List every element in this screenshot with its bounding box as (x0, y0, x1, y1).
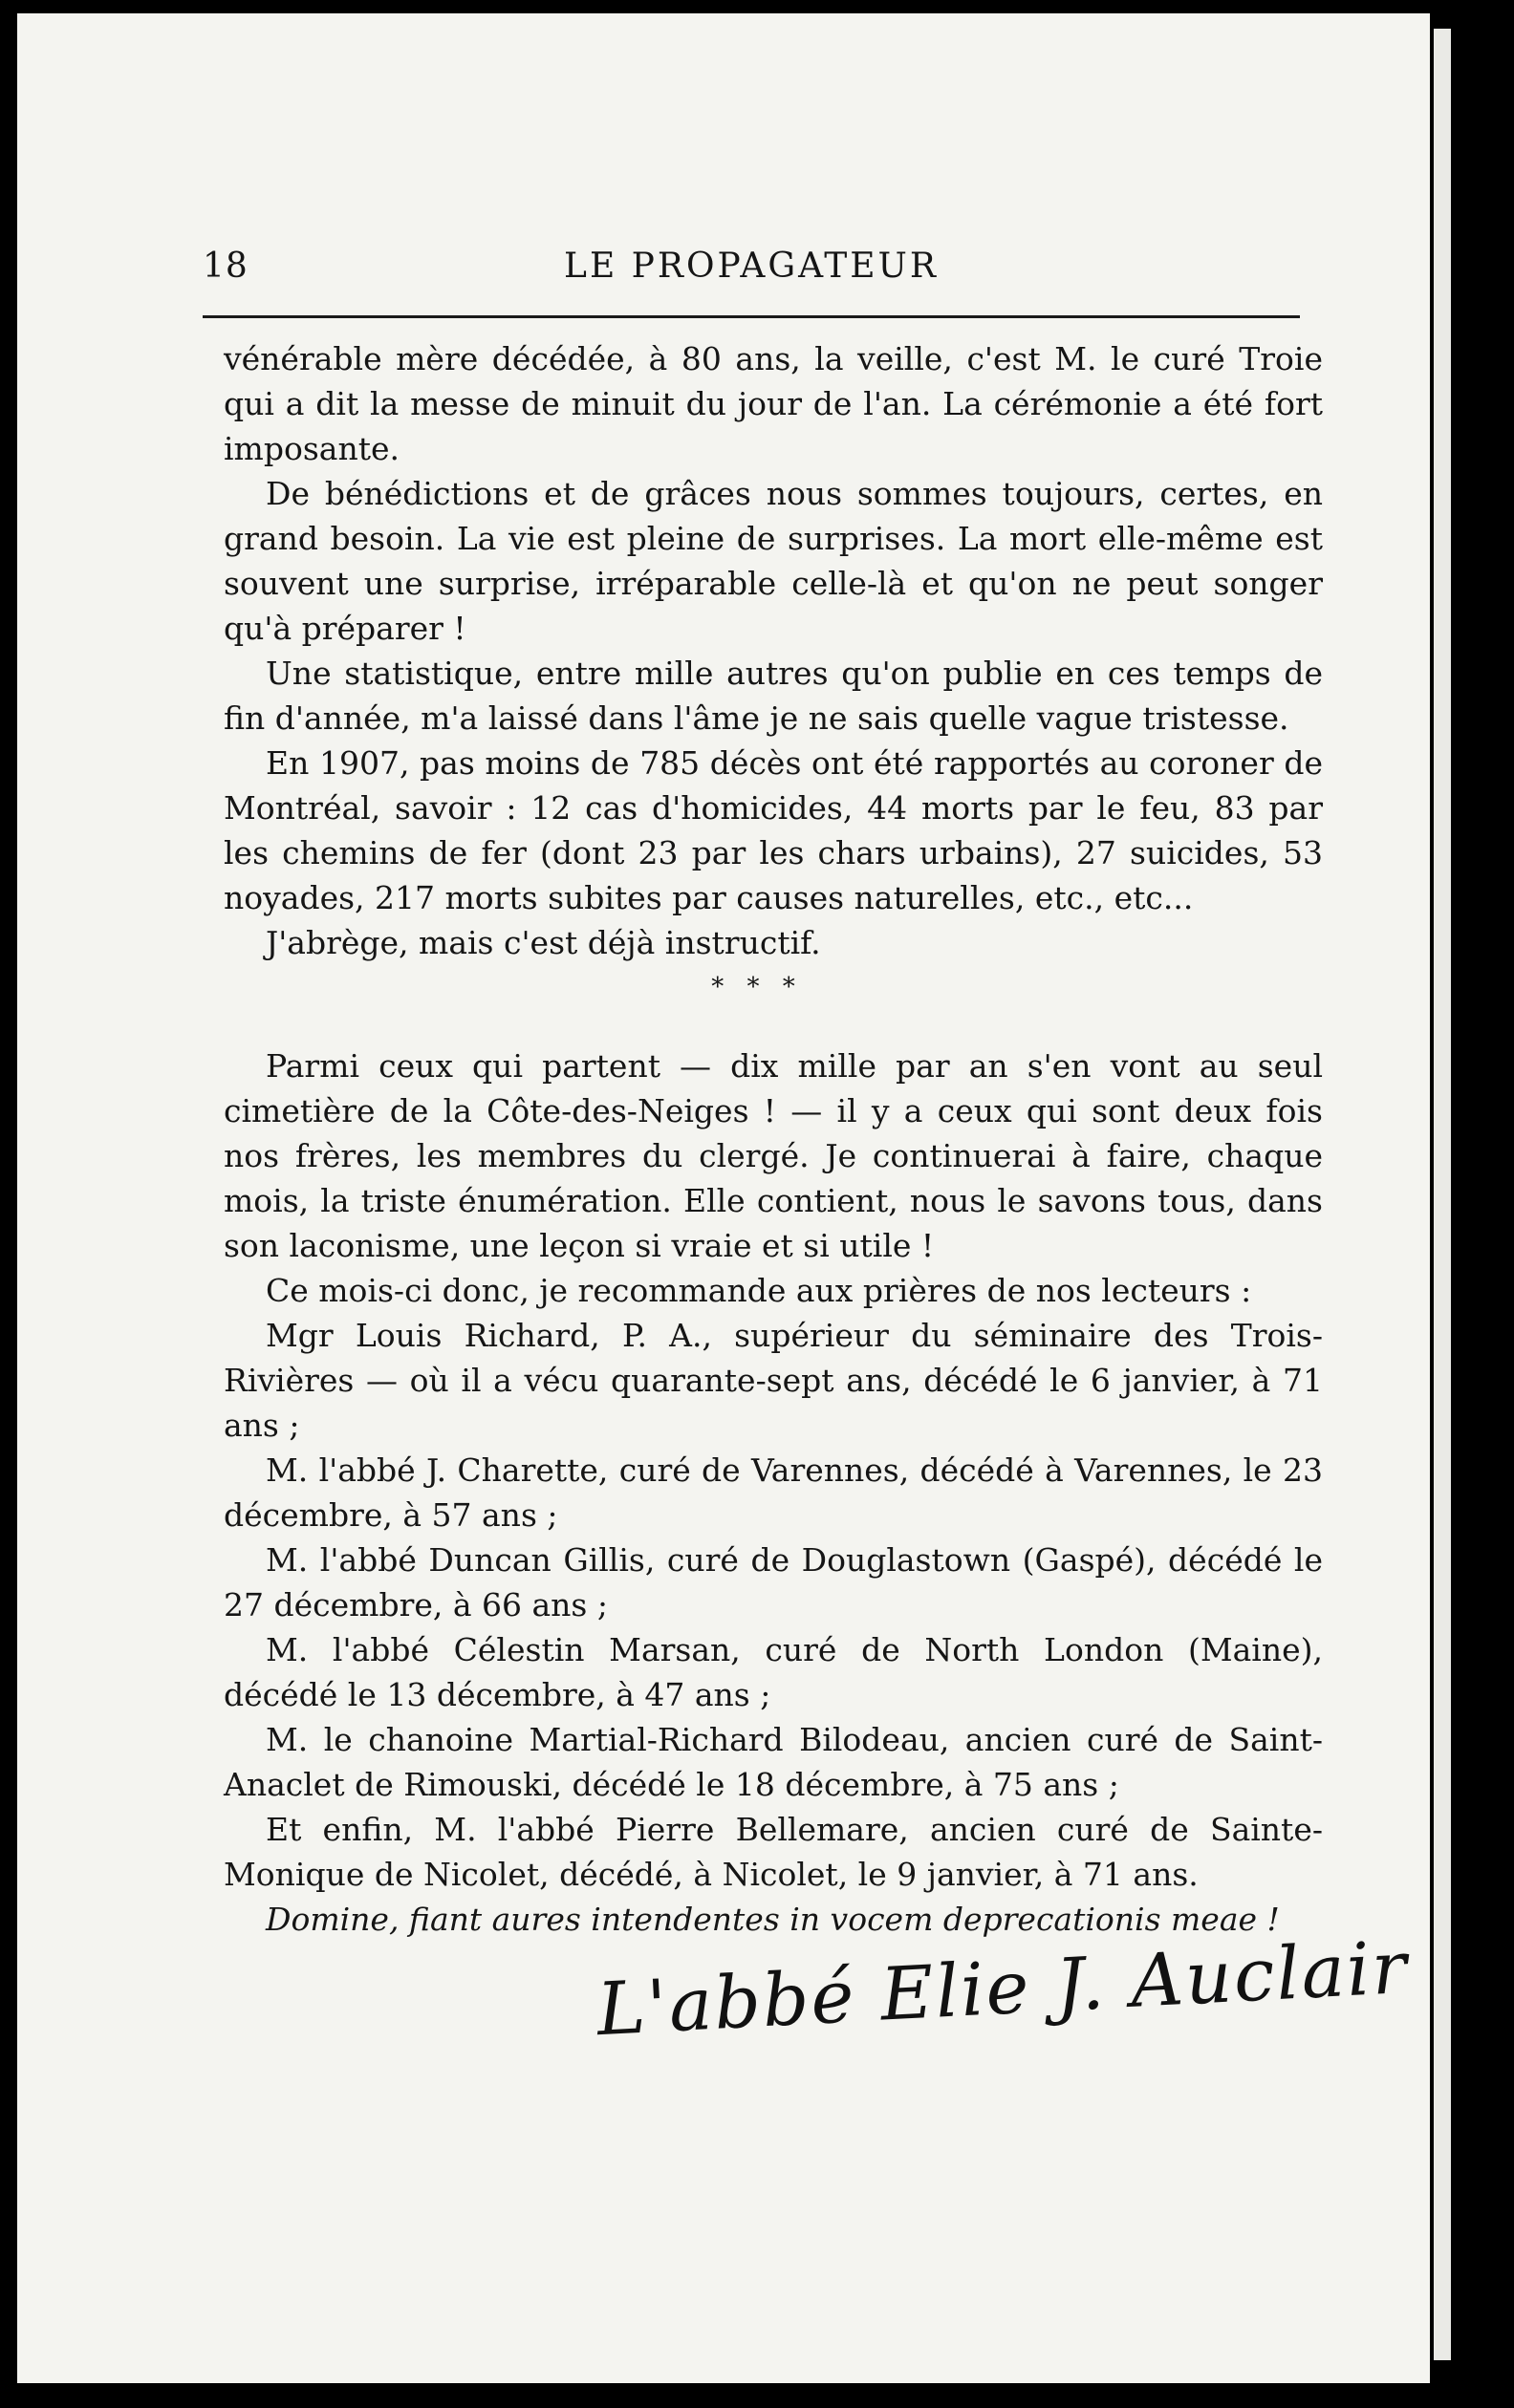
obituary-entry: M. l'abbé J. Charette, curé de Varennes, décédé à Varennes, le 23 décembre, à 57 ans ; (224, 1451, 1323, 1534)
page-header (203, 247, 1300, 294)
paragraph: De bénédictions et de grâces nous sommes toujours, certes, en grand besoin. La vie est pleine de surprises. La mort elle-même est souvent une surprise, irréparable celle-là et qu'on ne peut songer qu'à préparer ! (224, 475, 1323, 647)
obituary-entry: Mgr Louis Richard, P. A., supérieur du séminaire des Trois-Rivières — où il a vécu quarante-sept ans, décédé le 6 janvier, à 71 ans ; (224, 1317, 1323, 1444)
handwritten-signature: L'abbé Elie J. Auclair (595, 1924, 1411, 2053)
paragraph: J'abrège, mais c'est déjà instructif. (266, 924, 821, 961)
section-separator: * * * (711, 973, 803, 1001)
obituary-entry: Et enfin, M. l'abbé Pierre Bellemare, ancien curé de Sainte-Monique de Nicolet, décédé, à Nicolet, le 9 janvier, à 71 ans. (224, 1811, 1323, 1893)
paragraph: Parmi ceux qui partent — dix mille par an s'en vont au seul cimetière de la Côte-des-Neiges ! — il y a ceux qui sont deux fois nos frères, les membres du clergé. Je continuerai à faire, chaque mois, la triste énumération. Elle contient, nous le savons tous, dans son laconisme, une leçon si vraie et si utile ! (224, 1047, 1323, 1264)
paragraph: Ce mois-ci donc, je recommande aux prières de nos lecteurs : (266, 1272, 1252, 1309)
paragraph: vénérable mère décédée, à 80 ans, la veille, c'est M. le curé Troie qui a dit la messe de minuit du jour de l'an. La cérémonie a été fort imposante. (224, 340, 1323, 467)
obituary-entry: M. l'abbé Duncan Gillis, curé de Douglastown (Gaspé), décédé le 27 décembre, à 66 ans ; (224, 1541, 1323, 1623)
header-rule (203, 315, 1300, 318)
text-block-bottom (224, 1043, 1323, 1942)
paragraph: Une statistique, entre mille autres qu'on publie en ces temps de fin d'année, m'a laissé dans l'âme je ne sais quelle vague tristesse. (224, 655, 1323, 737)
paragraph: En 1907, pas moins de 785 décès ont été rapportés au coroner de Montréal, savoir : 12 cas d'homicides, 44 morts par le feu, 83 par les chemins de fer (dont 23 par les chars urbains), 27 suicides, 53 noyades, 217 morts subites par causes naturelles, etc., etc... (224, 744, 1323, 916)
text-block-top (224, 336, 1323, 965)
obituary-entry: M. le chanoine Martial-Richard Bilodeau, ancien curé de Saint-Anaclet de Rimouski, décédé le 18 décembre, à 75 ans ; (224, 1721, 1323, 1803)
page-number: 18 (203, 247, 249, 286)
obituary-entry: M. l'abbé Célestin Marsan, curé de North London (Maine), décédé le 13 décembre, à 47 ans ; (224, 1631, 1323, 1713)
running-title: LE PROPAGATEUR (564, 247, 939, 286)
closing-prayer: Domine, fiant aures intendentes in vocem deprecationis meae ! (266, 1901, 1280, 1938)
page-edge (1434, 29, 1451, 2360)
